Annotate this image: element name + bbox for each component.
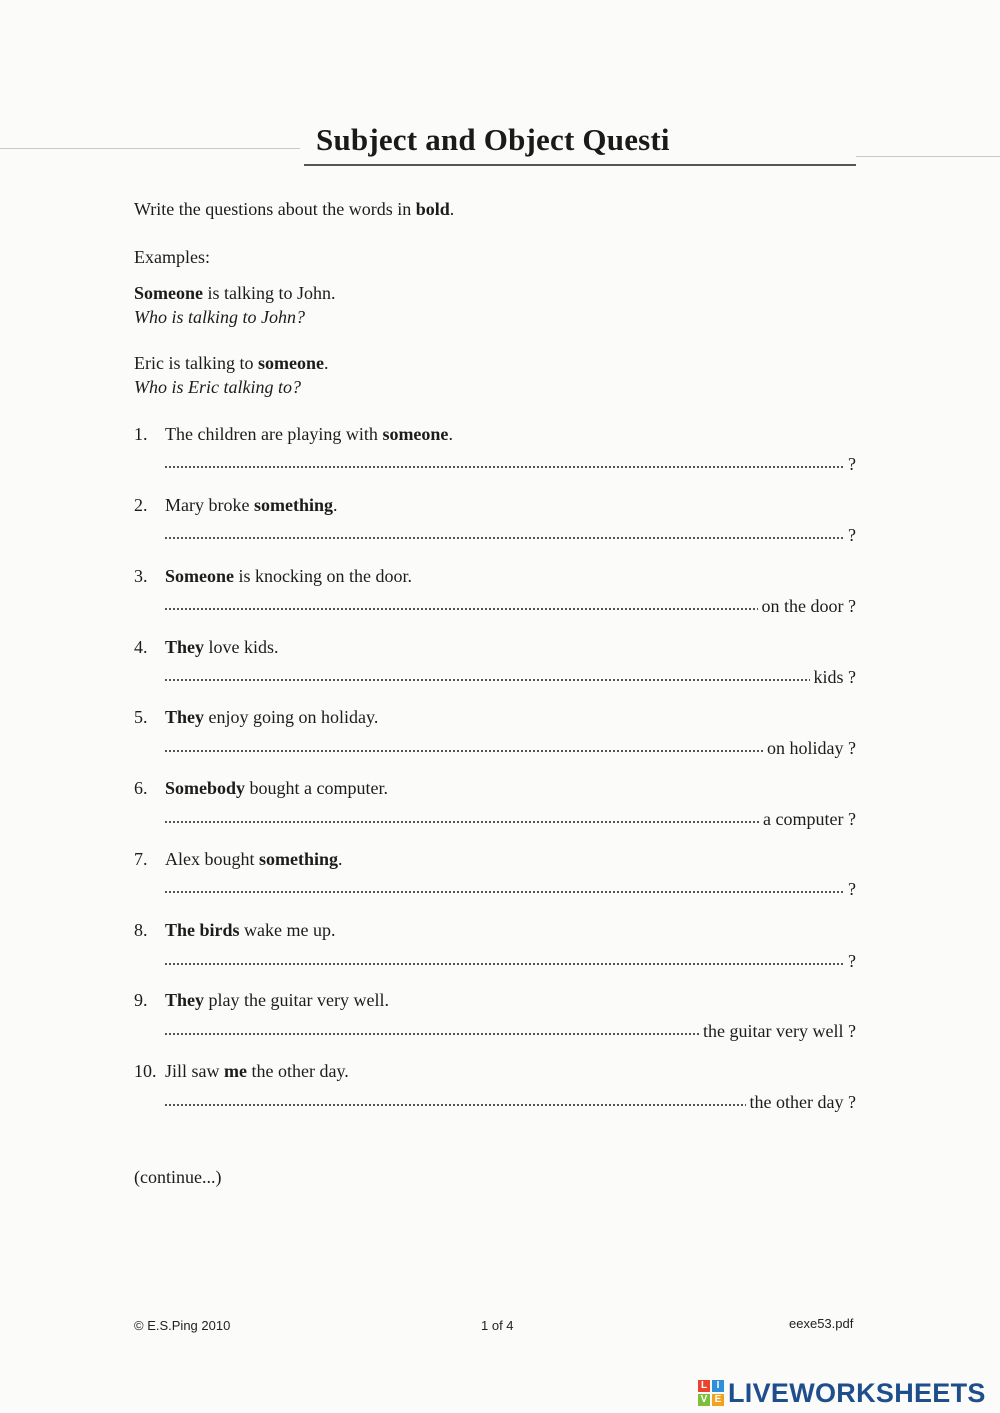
liveworksheets-logo-icon [698,1380,724,1406]
exercise-item-4 [134,636,279,658]
answer-line-1 [164,453,856,475]
item-bold: someone [382,424,449,444]
example-1-rest: is talking to John. [203,283,336,303]
item-number: 6. [134,778,148,798]
instruction [134,198,454,220]
footer-copyright: © E.S.Ping 2010 [134,1318,231,1333]
answer-line-6 [164,808,856,830]
item-number: 3. [134,566,148,586]
answer-ending-5: on holiday ? [767,738,856,758]
item-pre: Mary broke [165,495,254,515]
page-title: Subject and Object Questi [316,122,670,157]
footer-page-number: 1 of 4 [481,1318,514,1333]
item-bold: something [259,849,339,869]
item-number: 7. [134,849,148,869]
exercise-item-6 [134,777,388,799]
answer-line-7 [164,878,856,900]
logo-letter: L [698,1380,710,1392]
exercise-item-10 [134,1060,349,1082]
answer-input-5[interactable] [164,748,763,754]
answer-ending-7: ? [848,879,856,899]
item-post: enjoy going on holiday. [204,707,379,727]
example-2-pre: Eric is talking to [134,353,258,373]
exercise-item-8 [134,919,336,941]
item-post: . [448,424,453,444]
item-number: 10. [134,1061,157,1081]
answer-input-6[interactable] [164,819,759,825]
item-post: is knocking on the door. [234,566,412,586]
exercise-item-7 [134,848,343,870]
item-bold: They [165,990,205,1010]
item-bold: They [165,707,205,727]
answer-ending-9: the guitar very well ? [703,1021,856,1041]
answer-input-4[interactable] [164,677,810,683]
logo-letter: I [712,1380,724,1392]
instruction-pre: Write the questions about the words in [134,199,416,219]
example-2-answer: Who is Eric talking to? [134,377,301,397]
liveworksheets-brand[interactable] [698,1376,986,1410]
answer-ending-4: kids ? [813,667,856,687]
answer-line-10 [164,1091,856,1113]
item-number: 2. [134,495,148,515]
exercise-item-2 [134,494,338,516]
examples-label: Examples: [134,247,210,267]
item-post: bought a computer. [245,778,388,798]
example-1-answer: Who is talking to John? [134,307,305,327]
item-pre: The children are playing with [165,424,383,444]
answer-input-8[interactable] [164,961,844,967]
example-2-sentence [134,352,328,374]
answer-ending-8: ? [848,951,856,971]
answer-line-3 [164,595,856,617]
instruction-bold: bold [415,199,450,219]
exercise-item-3 [134,565,412,587]
answer-line-5 [164,737,856,759]
answer-ending-3: on the door ? [761,596,856,616]
title-underline [304,164,856,166]
item-post: play the guitar very well. [204,990,389,1010]
item-number: 5. [134,707,148,727]
answer-ending-2: ? [848,525,856,545]
item-number: 1. [134,424,148,444]
answer-input-9[interactable] [164,1031,699,1037]
logo-letter: E [712,1394,724,1406]
answer-input-1[interactable] [164,464,844,470]
answer-input-3[interactable] [164,606,758,612]
exercise-item-1 [134,423,453,445]
continue-note: (continue...) [134,1167,222,1187]
logo-letter: V [698,1394,710,1406]
item-number: 9. [134,990,148,1010]
scan-line-left [0,148,300,149]
brand-name: LIVEWORKSHEETS [728,1377,986,1408]
exercise-item-5 [134,706,378,728]
example-1-bold: Someone [134,283,203,303]
answer-ending-1: ? [848,454,856,474]
item-pre: Jill saw [165,1061,225,1081]
item-post: . [333,495,338,515]
item-pre: Alex bought [165,849,259,869]
answer-ending-10: the other day ? [749,1092,856,1112]
example-1-sentence [134,282,336,304]
footer-filename: eexe53.pdf [789,1316,854,1331]
answer-ending-6: a computer ? [763,809,856,829]
item-bold: me [224,1061,247,1081]
answer-input-7[interactable] [164,889,844,895]
answer-line-4 [164,666,856,688]
item-post: the other day. [247,1061,349,1081]
exercise-item-9 [134,989,389,1011]
item-post: wake me up. [239,920,336,940]
example-2-bold: someone [257,353,324,373]
item-bold: Someone [165,566,234,586]
item-post: . [338,849,343,869]
example-2-post: . [323,353,329,373]
answer-input-2[interactable] [164,535,844,541]
item-post: love kids. [204,637,279,657]
item-bold: Somebody [165,778,246,798]
instruction-post: . [449,199,455,219]
answer-line-2 [164,524,856,546]
item-number: 4. [134,637,148,657]
item-bold: They [165,637,205,657]
item-bold: something [253,495,333,515]
answer-line-8 [164,950,856,972]
item-number: 8. [134,920,148,940]
scan-line-right [856,156,1000,157]
answer-input-10[interactable] [164,1102,746,1108]
item-bold: The birds [165,920,240,940]
answer-line-9 [164,1020,856,1042]
